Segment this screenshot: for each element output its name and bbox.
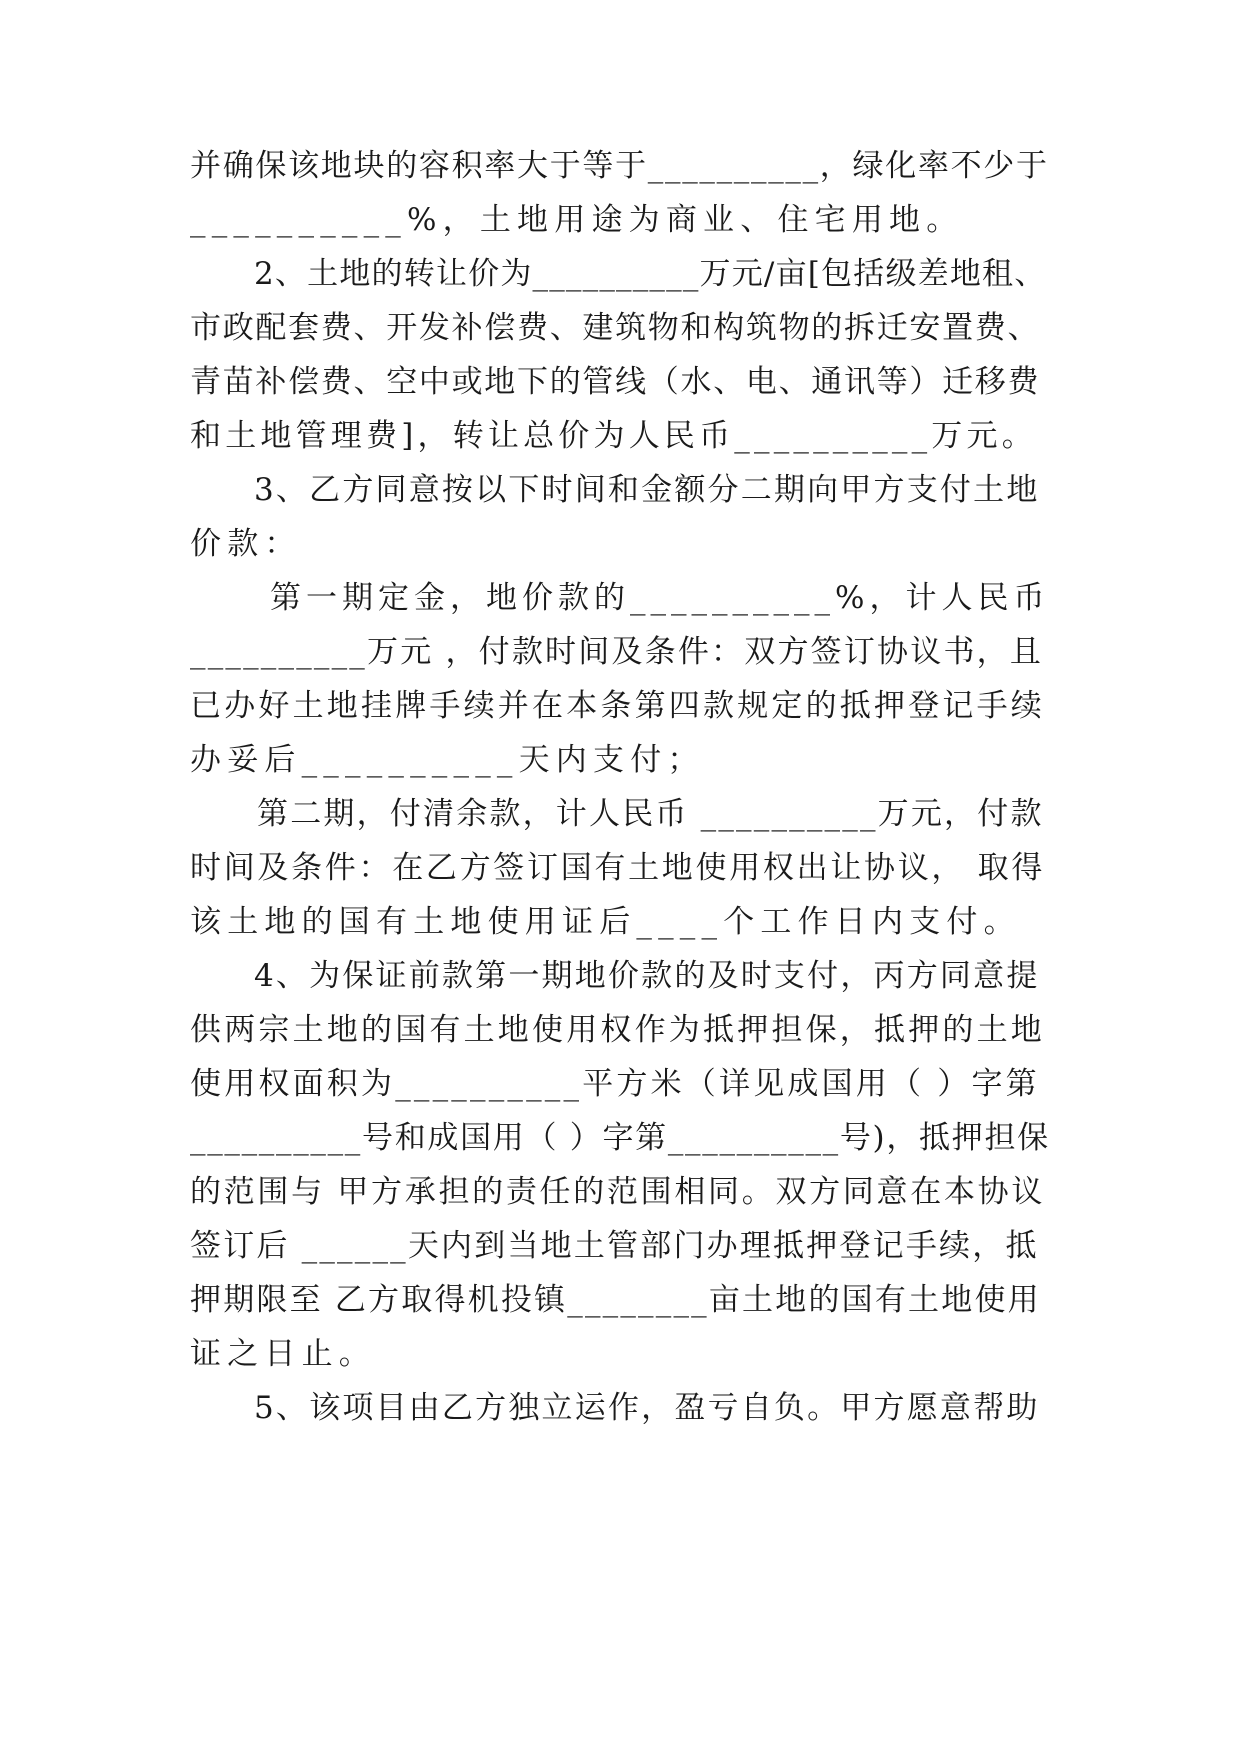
text-line: 5、该项目由乙方独立运作，盈亏自负。甲方愿意帮助 [254, 1390, 1040, 1426]
text-line: 的范围与 甲方承担的责任的范围相同。双方同意在本协议 [190, 1174, 1046, 1210]
text-line: 该土地的国有土地使用证后____个工作日内支付。 [190, 904, 1021, 940]
text-line: 第一期定金，地价款的__________%，计人民币 [270, 580, 1050, 616]
text-line: 办妥后__________天内支付； [190, 742, 705, 778]
text-line: 和土地管理费]，转让总价为人民币__________万元。 [190, 418, 1037, 454]
text-line: 青苗补偿费、空中或地下的管线（水、电、通讯等）迁移费 [190, 364, 1041, 400]
text-line: 押期限至 乙方取得机投镇________亩土地的国有土地使用 [190, 1282, 1041, 1318]
text-line: 时间及条件：在乙方签订国有土地使用权出让协议， 取得 [190, 850, 1046, 886]
text-line: 使用权面积为__________平方米（详见成国用（ ）字第 [190, 1066, 1040, 1102]
text-line: 已办好土地挂牌手续并在本条第四款规定的抵押登记手续 [190, 688, 1045, 724]
text-line: 签订后 ______天内到当地土管部门办理抵押登记手续，抵 [190, 1228, 1039, 1264]
text-line: 3、乙方同意按以下时间和金额分二期向甲方支付土地 [254, 472, 1040, 508]
text-line: __________号和成国用（ ）字第__________号)，抵押担保 [190, 1120, 1050, 1156]
text-line: 市政配套费、开发补偿费、建筑物和构筑物的拆迁安置费、 [190, 310, 1041, 346]
text-line: __________%，土地用途为商业、住宅用地。 [190, 202, 964, 238]
text-line: 2、土地的转让价为__________万元/亩[包括级差地租、 [254, 256, 1047, 292]
text-line: 供两宗土地的国有土地使用权作为抵押担保，抵押的土地 [190, 1012, 1045, 1048]
text-line: 4、为保证前款第一期地价款的及时支付，丙方同意提 [254, 958, 1040, 994]
text-line: __________万元 ，付款时间及条件：双方签订协议书，且 [190, 634, 1044, 670]
text-line: 第二期，付清余款，计人民币 __________万元，付款 [257, 796, 1044, 832]
text-line: 证之日止。 [190, 1336, 376, 1372]
text-line: 价款： [190, 526, 302, 562]
text-line: 并确保该地块的容积率大于等于__________，绿化率不少于 [190, 148, 1049, 184]
